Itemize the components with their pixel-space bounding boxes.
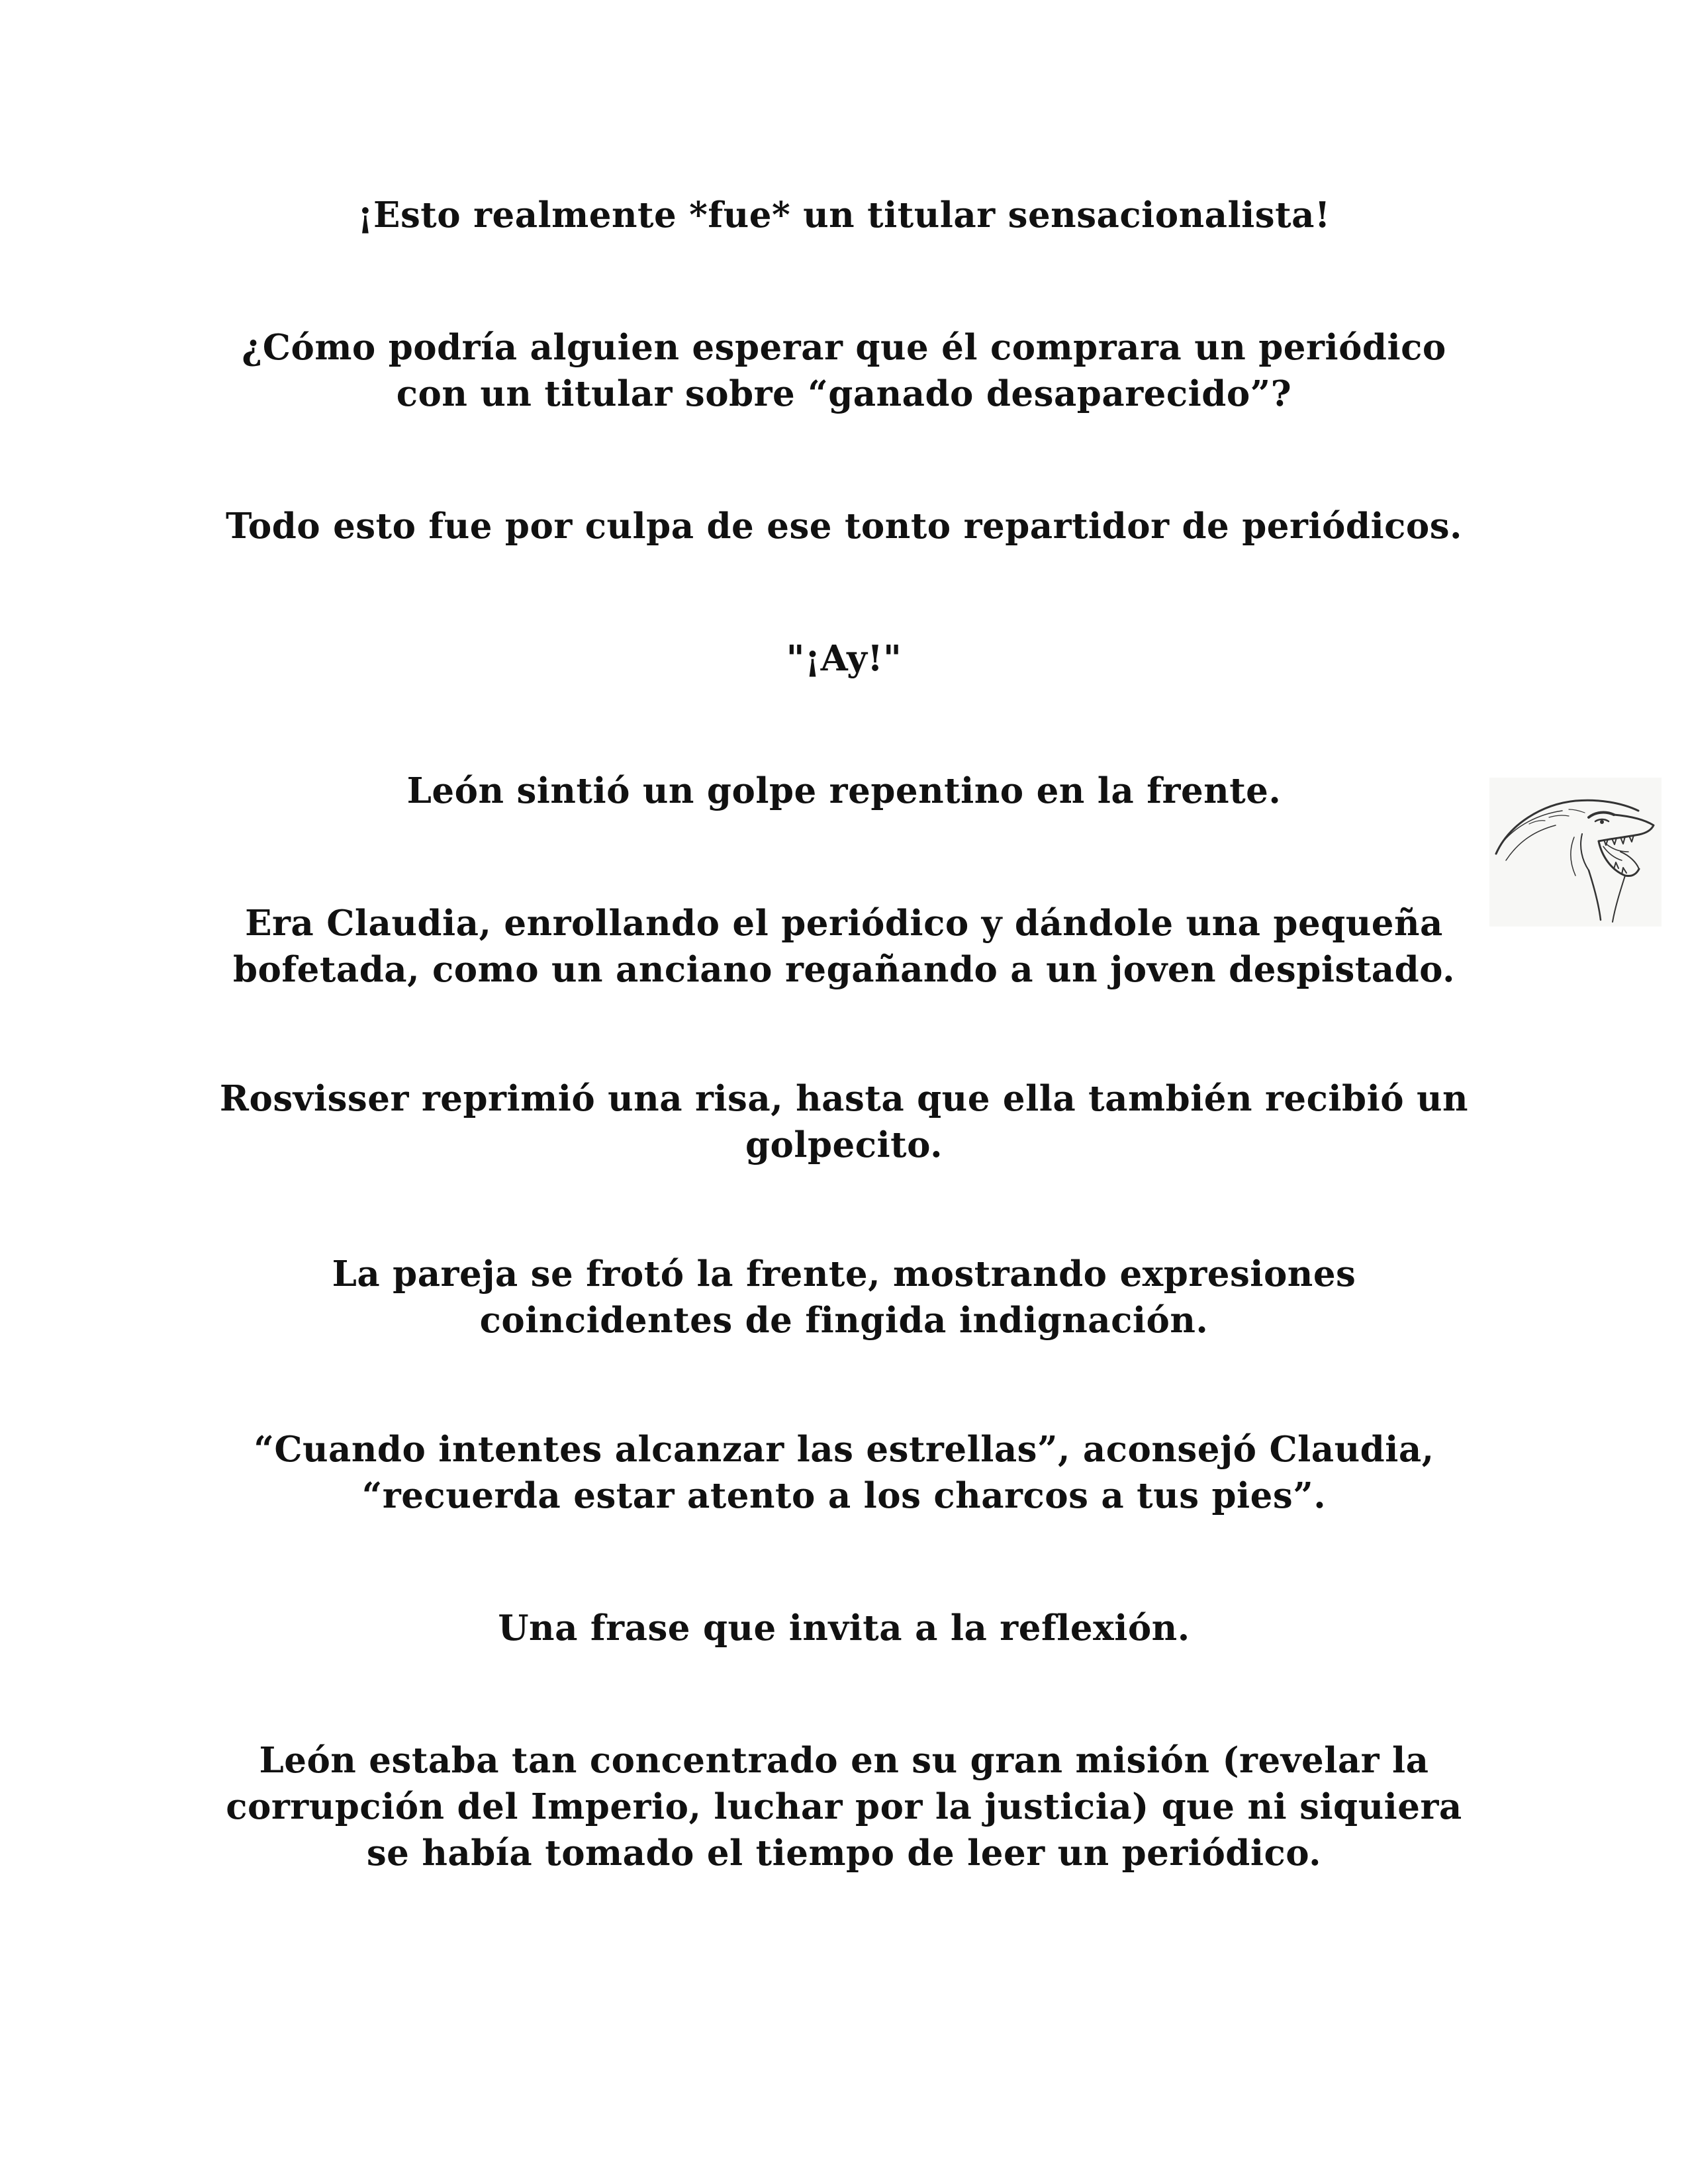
paragraph-line: ¿Cómo podría alguien esperar que él comprara un periódico bbox=[242, 327, 1446, 368]
paragraph-11 bbox=[199, 1737, 1489, 1876]
paragraph-1 bbox=[199, 192, 1489, 238]
paragraph-line: bofetada, como un anciano regañando a un joven despistado. bbox=[232, 949, 1456, 990]
dinosaur-head-sketch-icon bbox=[1489, 778, 1662, 927]
paragraph-line: "¡Ay!" bbox=[786, 638, 902, 679]
paragraph-line: Una frase que invita a la reflexión. bbox=[498, 1608, 1190, 1649]
paragraph-3 bbox=[199, 503, 1489, 549]
paragraph-line: “Cuando intentes alcanzar las estrellas”, aconsejó Claudia, bbox=[254, 1429, 1434, 1470]
paragraph-8 bbox=[199, 1251, 1489, 1343]
paragraph-2 bbox=[199, 324, 1489, 417]
paragraph-line: corrupción del Imperio, luchar por la justicia) que ni siquiera bbox=[226, 1786, 1462, 1827]
paragraph-line: coincidentes de fingida indignación. bbox=[479, 1300, 1209, 1341]
paragraph-6 bbox=[199, 900, 1489, 993]
paragraph-line: Todo esto fue por culpa de ese tonto repartidor de periódicos. bbox=[226, 506, 1462, 547]
paragraph-line: ¡Esto realmente *fue* un titular sensacionalista! bbox=[357, 195, 1331, 236]
paragraph-line: León sintió un golpe repentino en la frente. bbox=[406, 770, 1282, 811]
paragraph-line: Era Claudia, enrollando el periódico y dándole una pequeña bbox=[245, 903, 1443, 944]
dinosaur-sketch-drawing bbox=[1489, 778, 1662, 927]
paragraph-line: se había tomado el tiempo de leer un periódico. bbox=[366, 1833, 1322, 1874]
paragraph-5 bbox=[199, 768, 1489, 814]
paragraph-line: “recuerda estar atento a los charcos a tus pies”. bbox=[361, 1475, 1327, 1516]
paragraph-line: golpecito. bbox=[745, 1124, 943, 1165]
paragraph-9 bbox=[199, 1426, 1489, 1519]
paragraph-10 bbox=[199, 1605, 1489, 1651]
paragraph-4 bbox=[199, 635, 1489, 682]
paragraph-line: León estaba tan concentrado en su gran misión (revelar la bbox=[259, 1740, 1429, 1781]
paragraph-line: con un titular sobre “ganado desaparecido”? bbox=[396, 373, 1292, 414]
paragraph-line: La pareja se frotó la frente, mostrando expresiones bbox=[332, 1253, 1356, 1295]
paragraph-line: Rosvisser reprimió una risa, hasta que ella también recibió un bbox=[219, 1078, 1469, 1119]
paragraph-7 bbox=[199, 1075, 1489, 1168]
